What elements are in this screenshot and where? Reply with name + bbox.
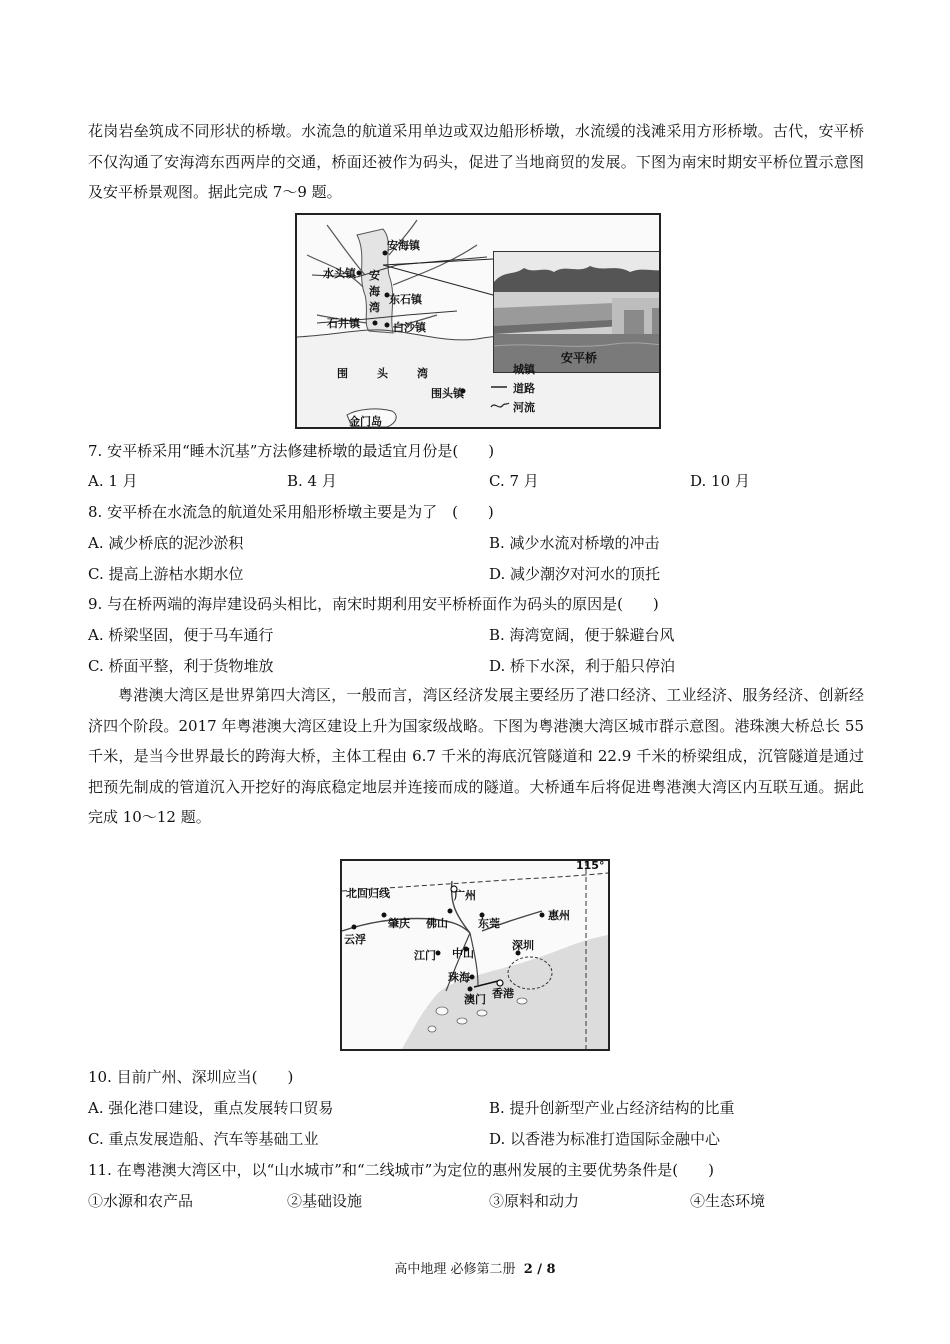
- photo-caption: 安平桥: [561, 351, 598, 365]
- label-weitou-bay-wan: 湾: [417, 367, 428, 380]
- q9-option-c[interactable]: C. 桥面平整，利于货物堆放: [88, 657, 274, 675]
- q7-option-c[interactable]: C. 7 月: [489, 472, 539, 490]
- label-zhuhai: 珠海: [448, 971, 470, 984]
- legend-road: 道路: [513, 382, 535, 395]
- legend-town: 城镇: [513, 363, 535, 376]
- q8-stem: 8. 安平桥在水流急的航道处采用船形桥墩主要是为了 ( ): [88, 503, 494, 521]
- q11-option-1[interactable]: ①水源和农产品: [88, 1192, 194, 1210]
- q10-option-a[interactable]: A. 强化港口建设，重点发展转口贸易: [88, 1099, 334, 1117]
- q11-option-3[interactable]: ③原料和动力: [489, 1192, 580, 1210]
- label-bay-hai: 海: [369, 285, 380, 298]
- label-zhongshan: 中山: [452, 947, 474, 960]
- q9-option-d[interactable]: D. 桥下水深，利于船只停泊: [489, 657, 676, 675]
- q11-stem: 11. 在粤港澳大湾区中，以“山水城市”和“二线城市”为定位的惠州发展的主要优势条件是( ): [88, 1161, 715, 1179]
- q7-option-d[interactable]: D. 10 月: [690, 472, 750, 490]
- label-bay-an: 安: [369, 269, 380, 282]
- q9-option-a[interactable]: A. 桥梁坚固，便于马车通行: [88, 626, 274, 644]
- q7-stem: 7. 安平桥采用“睡木沉基”方法修建桥墩的最适宜月份是( ): [88, 442, 495, 460]
- label-shijing-town: 石井镇: [327, 317, 360, 330]
- anping-bridge-map: [295, 213, 661, 429]
- label-jiangmen: 江门: [414, 949, 436, 962]
- q11-option-2[interactable]: ②基础设施: [287, 1192, 363, 1210]
- page-footer: [0, 1258, 950, 1277]
- label-guangzhou: 广州: [454, 889, 476, 902]
- q10-option-c[interactable]: C. 重点发展造船、汽车等基础工业: [88, 1130, 319, 1148]
- label-longitude-115: 115°: [576, 859, 605, 872]
- q10-option-d[interactable]: D. 以香港为标准打造国际金融中心: [489, 1130, 721, 1148]
- label-shuitou-town: 水头镇: [323, 267, 356, 280]
- label-weitou-bay-wei: 围: [337, 367, 348, 380]
- q9-option-b[interactable]: B. 海湾宽阔，便于躲避台风: [489, 626, 675, 644]
- label-zhaoqing: 肇庆: [388, 917, 410, 930]
- label-tropic-of-cancer: 北回归线: [346, 887, 390, 900]
- label-yunfu: 云浮: [344, 933, 366, 946]
- q7-option-a[interactable]: A. 1 月: [88, 472, 138, 490]
- q8-option-d[interactable]: D. 减少潮汐对河水的顶托: [489, 565, 661, 583]
- footer-page-number: 2 / 8: [523, 1262, 556, 1277]
- label-weitou-town: 围头镇: [431, 387, 464, 400]
- label-baisha-town: 白沙镇: [393, 321, 426, 334]
- label-hong-kong: 香港: [492, 987, 514, 1000]
- label-weitou-bay-tou: 头: [377, 367, 388, 380]
- q7-option-b[interactable]: B. 4 月: [287, 472, 337, 490]
- q9-stem: 9. 与在桥两端的海岸建设码头相比，南宋时期利用安平桥桥面作为码头的原因是( ): [88, 595, 659, 613]
- q8-option-c[interactable]: C. 提高上游枯水期水位: [88, 565, 244, 583]
- q10-stem: 10. 目前广州、深圳应当( ): [88, 1068, 294, 1086]
- label-bay-wan: 湾: [369, 301, 380, 314]
- label-shenzhen: 深圳: [512, 939, 534, 952]
- label-foshan: 佛山: [426, 917, 448, 930]
- q8-option-a[interactable]: A. 减少桥底的泥沙淤积: [88, 534, 244, 552]
- label-jinmen-island: 金门岛: [349, 415, 382, 428]
- label-huizhou: 惠州: [548, 909, 570, 922]
- greater-bay-area-map: [340, 859, 610, 1051]
- intro-paragraph-2: 粤港澳大湾区是世界第四大湾区，一般而言，湾区经济发展主要经历了港口经济、工业经济、服务经济、创新经济四个阶段。2017 年粤港澳大湾区建设上升为国家级战略。下图为粤港澳大湾区城市群示意图。港珠澳大桥总长 55 千米，是当今世界最长的跨海大桥，主体工程由 6.7 千米的海底沉管隧道和 22.9 千米的桥梁组成，沉管隧道是通过把预先制成的管道沉入开挖好的海底稳定地层并连接而成的隧道。大桥通车后将促进粤港澳大湾区内互联互通。据此完成 10～12 题。: [88, 686, 864, 826]
- q11-option-4[interactable]: ④生态环境: [690, 1192, 766, 1210]
- intro-paragraph-1: 花岗岩垒筑成不同形状的桥墩。水流急的航道采用单边或双边船形桥墩，水流缓的浅滩采用方形桥墩。古代，安平桥不仅沟通了安海湾东西两岸的交通，桥面还被作为码头，促进了当地商贸的发展。下图为南宋时期安平桥位置示意图及安平桥景观图。据此完成 7～9 题。: [88, 122, 864, 201]
- label-dongguan: 东莞: [478, 917, 500, 930]
- label-dongshi-town: 东石镇: [389, 293, 422, 306]
- q10-option-b[interactable]: B. 提升创新型产业占经济结构的比重: [489, 1099, 735, 1117]
- label-macau: 澳门: [464, 993, 486, 1006]
- label-anhai-town: 安海镇: [387, 239, 420, 252]
- footer-title: 高中地理 必修第二册: [394, 1262, 516, 1277]
- q8-option-b[interactable]: B. 减少水流对桥墩的冲击: [489, 534, 660, 552]
- legend-river: 河流: [513, 401, 535, 414]
